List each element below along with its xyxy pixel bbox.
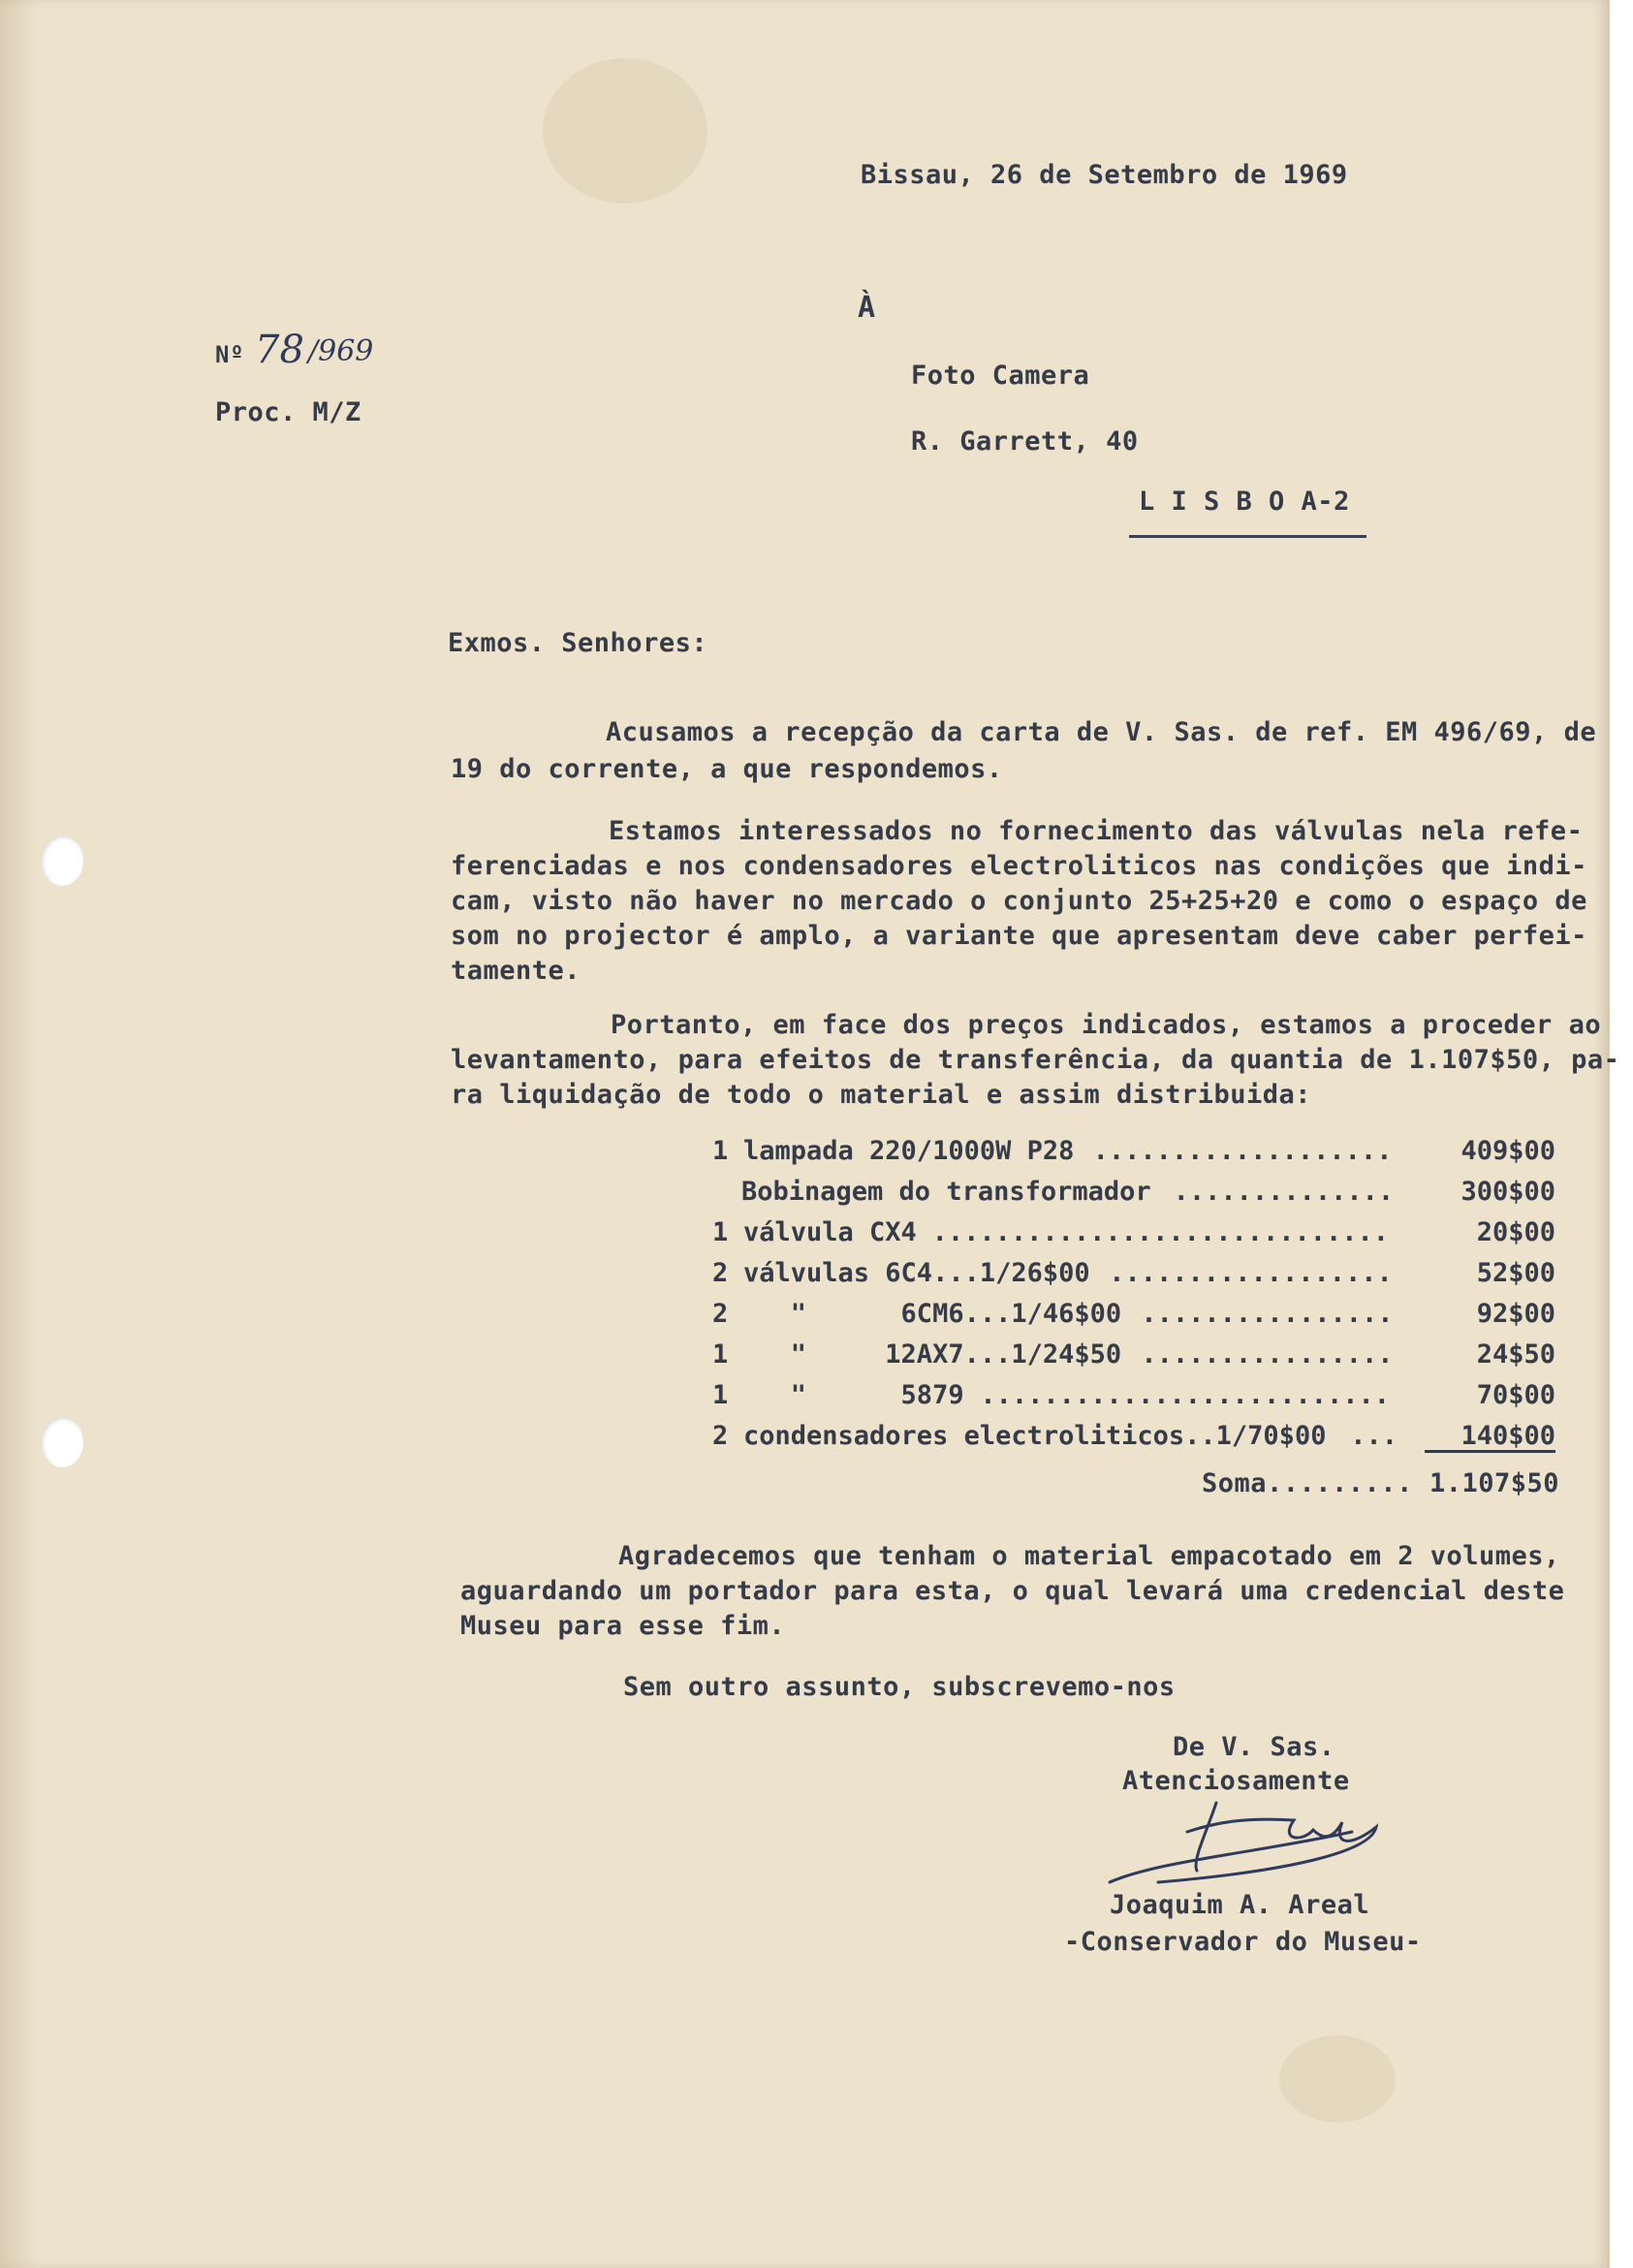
item-row bbox=[712, 1380, 1555, 1419]
item-row bbox=[712, 1339, 1555, 1378]
leader-dots: ................ bbox=[1141, 1339, 1394, 1370]
item-row bbox=[712, 1421, 1555, 1460]
leader-dots: ................... bbox=[1092, 1136, 1393, 1166]
sum-label: Soma......... bbox=[1202, 1468, 1413, 1498]
leader-dots: ... bbox=[1350, 1421, 1397, 1451]
paragraph2-line3: cam, visto não haver no mercado o conjunto 25+25+20 e como o espaço de bbox=[451, 886, 1587, 916]
signer-name: Joaquim A. Areal bbox=[1110, 1890, 1370, 1920]
item-price: 52$00 bbox=[1476, 1258, 1555, 1288]
paragraph1-line1: Acusamos a recepção da carta de V. Sas. de ref. EM 496/69, de bbox=[606, 717, 1597, 747]
item-qty: 1 bbox=[712, 1380, 729, 1410]
paper-edge-shadow bbox=[0, 0, 39, 2268]
item-qty: 1 bbox=[712, 1217, 729, 1247]
item-qty: 2 bbox=[712, 1421, 729, 1451]
leader-dots: .......................... bbox=[980, 1380, 1391, 1410]
item-row bbox=[712, 1177, 1555, 1215]
paragraph2-line2: ferenciadas e nos condensadores electroliticos nas condições que indi- bbox=[451, 851, 1587, 881]
city-underline bbox=[1129, 535, 1366, 538]
leader-dots: .................. bbox=[1109, 1258, 1393, 1288]
punch-hole-bottom bbox=[41, 1417, 83, 1467]
item-row bbox=[712, 1299, 1555, 1338]
item-price: 24$50 bbox=[1476, 1339, 1555, 1370]
item-row bbox=[712, 1258, 1555, 1297]
paragraph2-line1: Estamos interessados no fornecimento das válvulas nela refe- bbox=[609, 816, 1584, 846]
paragraph2-line5: tamente. bbox=[451, 956, 581, 986]
item-description: " 5879 bbox=[743, 1380, 964, 1410]
proc-reference: Proc. M/Z bbox=[215, 397, 361, 427]
place-date: Bissau, 26 de Setembro de 1969 bbox=[861, 160, 1348, 190]
paragraph4-line2: aguardando um portador para esta, o qual levará uma credencial deste bbox=[460, 1576, 1565, 1606]
item-description: lampada 220/1000W P28 bbox=[743, 1136, 1075, 1166]
paragraph5: Sem outro assunto, subscrevemo-nos bbox=[623, 1672, 1176, 1702]
item-qty: 2 bbox=[712, 1258, 729, 1288]
item-description: condensadores electroliticos..1/70$00 bbox=[743, 1421, 1327, 1451]
item-description: Bobinagem do transformador bbox=[741, 1177, 1151, 1207]
sum-value: 1.107$50 bbox=[1429, 1468, 1560, 1498]
signer-title: -Conservador do Museu- bbox=[1064, 1927, 1422, 1957]
leader-dots: .............. bbox=[1173, 1177, 1395, 1207]
item-price: 70$00 bbox=[1476, 1380, 1555, 1410]
paragraph3-line3: ra liquidação de todo o material e assim distribuida: bbox=[451, 1080, 1312, 1110]
item-price: 300$00 bbox=[1460, 1177, 1555, 1207]
item-description: " 12AX7...1/24$50 bbox=[743, 1339, 1122, 1370]
salutation: Exmos. Senhores: bbox=[448, 628, 708, 658]
item-row bbox=[712, 1217, 1555, 1256]
paper-stain bbox=[543, 58, 707, 204]
item-price: 92$00 bbox=[1476, 1299, 1555, 1329]
recipient-name: Foto Camera bbox=[911, 361, 1090, 391]
item-qty: 2 bbox=[712, 1299, 729, 1329]
recipient-street: R. Garrett, 40 bbox=[911, 426, 1139, 457]
paper-stain bbox=[1279, 2035, 1396, 2123]
item-qty: 1 bbox=[712, 1339, 729, 1370]
ref-number-prefix: Nº bbox=[215, 341, 244, 368]
item-qty: 1 bbox=[712, 1136, 729, 1166]
ref-year: /969 bbox=[308, 334, 374, 368]
item-description: válvula CX4 bbox=[743, 1217, 917, 1247]
paragraph4-line3: Museu para esse fim. bbox=[460, 1611, 786, 1641]
signature bbox=[1100, 1793, 1391, 1895]
ref-number-handwritten: 78 bbox=[255, 328, 304, 372]
leader-dots: ............................. bbox=[931, 1217, 1389, 1247]
closing-line1: De V. Sas. bbox=[1173, 1732, 1335, 1762]
paragraph3-line1: Portanto, em face dos preços indicados, estamos a proceder ao bbox=[611, 1010, 1602, 1040]
paragraph4-line1: Agradecemos que tenham o material empacotado em 2 volumes, bbox=[618, 1541, 1560, 1571]
paragraph2-line4: som no projector é amplo, a variante que apresentam deve caber perfei- bbox=[451, 921, 1587, 951]
closing-line2: Atenciosamente bbox=[1122, 1766, 1350, 1796]
punch-hole-top bbox=[41, 835, 83, 886]
item-row bbox=[712, 1136, 1555, 1175]
item-price: 140$00 bbox=[1460, 1421, 1555, 1451]
item-description: " 6CM6...1/46$00 bbox=[743, 1299, 1122, 1329]
to-marker: À bbox=[858, 291, 876, 325]
leader-dots: ................ bbox=[1141, 1299, 1394, 1329]
paragraph1-line2: 19 do corrente, a que respondemos. bbox=[451, 754, 1003, 784]
recipient-city: L I S B O A-2 bbox=[1139, 487, 1350, 517]
paragraph3-line2: levantamento, para efeitos de transferência, da quantia de 1.107$50, pa- bbox=[451, 1045, 1620, 1075]
item-price: 20$00 bbox=[1476, 1217, 1555, 1247]
item-price: 409$00 bbox=[1460, 1136, 1555, 1166]
item-description: válvulas 6C4...1/26$00 bbox=[743, 1258, 1090, 1288]
